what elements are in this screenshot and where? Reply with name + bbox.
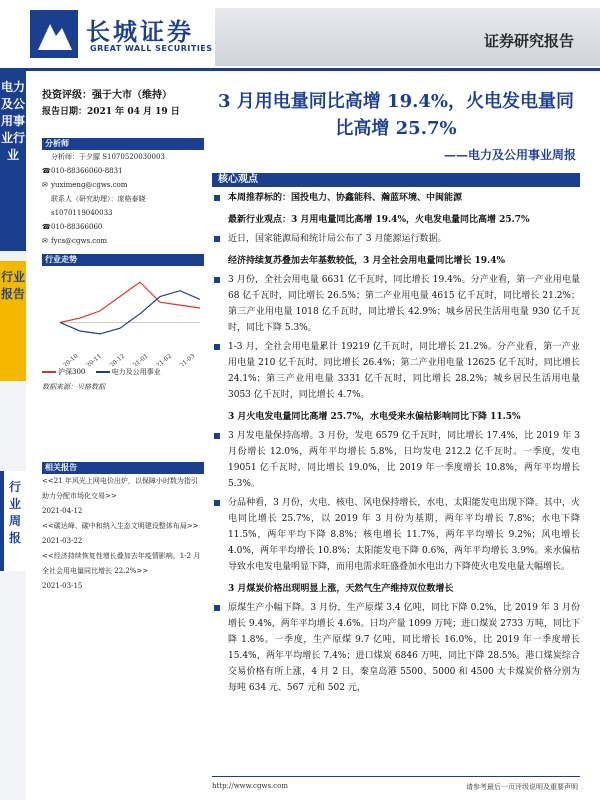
related-section-head: 相关报告 xyxy=(42,462,204,474)
vertical-sidebar xyxy=(0,71,26,800)
footer-divider xyxy=(212,776,580,777)
report-date: 报告日期：2021 年 04 月 19 日 xyxy=(42,107,180,117)
paragraph: 近日，国家能源局和统计局公布了 3 月能源运行数据。 xyxy=(212,231,580,247)
related-report-item[interactable]: 2021-03-15 xyxy=(42,582,83,590)
logo-text: 长城证券 xyxy=(86,18,194,46)
chart-legend xyxy=(42,366,204,378)
analyst-info-line xyxy=(42,178,204,192)
section-heading: 经济持续复苏叠加去年基数较低，3 月全社会用电量同比增长 19.4% xyxy=(228,256,506,266)
x-tick-label: 21-03 xyxy=(178,352,197,366)
trend-chart xyxy=(42,266,204,366)
related-report-item[interactable]: <<碳达峰、碳中和纳入生态文明建设整体布局>> 2021-03-22 xyxy=(42,522,199,545)
section-heading: 3 月火电发电量同比高增 25.7%，水电受来水偏枯影响同比下降 11.5% xyxy=(228,412,521,422)
analyst-info-line xyxy=(42,206,204,220)
analyst-info-text: s1070119040033 xyxy=(51,209,113,217)
series-line-0 xyxy=(60,282,200,322)
mail-icon: ✉ xyxy=(42,237,48,245)
related-report-item[interactable]: <<经济持续恢复性增长叠加去年疫情影响，1-2 月全社会用电量同比增长 22.2%>> xyxy=(42,552,201,575)
footer-note: 请参考最后一页评级说明及重要声明 xyxy=(466,783,578,791)
sidebar-weekly-label: 行业周报 xyxy=(0,471,26,571)
analyst-info-text: 分析师：于夕朦 S1070520030003 xyxy=(51,153,165,161)
paragraph: 1-3 月，全社会用电量累计 19219 亿千瓦时，同比增长 21.2%。分产业看，第一产业用电量 210 亿千瓦时，同比增长 26.4%；第二产业用电量 12625 亿千瓦时，同比增长 24.1%；第三产业用电量 3331 亿千瓦时，同比增长 28.2%；城乡居民生活用电量 3053 亿千瓦时，同比增长 4.7%。 xyxy=(212,339,580,403)
related-list xyxy=(42,474,204,594)
paragraph: 分品种看，3 月份，火电、核电、风电保持增长，水电、太阳能发电出现下降。其中，火电同比增长 25.7%，以 2019 年 3 月份为基期，两年平均增长 7.8%；水电下降 11.5%，两年平均下降 8.8%；核电增长 11.7%，两年平均增长 9.2%；风电增长 4.0%，两年平均增长 10.8%；太阳能发电下降 0.6%，两年平均增长 3.9%。来水偏枯导致水电发电量明显下降，而用电需求旺盛叠加水电出力下降使火电发电量大幅增长。 xyxy=(212,495,580,575)
sidebar-industry-label: 电力及公用事业行业 xyxy=(0,71,26,251)
legend-marker xyxy=(42,371,56,373)
section-heading: 3 月煤炭价格出现明显上涨，天然气生产维持双位数增长 xyxy=(228,584,454,594)
analyst-info-text: yuximeng@cgws.com xyxy=(51,181,128,189)
logo-subtext: GREAT WALL SECURITIES xyxy=(90,44,213,53)
report-type-label: 证券研究报告 xyxy=(483,32,574,50)
paragraph: 3 月份，全社会用电量 6631 亿千瓦时，同比增长 19.4%。分产业看，第一产业用电量 68 亿千瓦时，同比增长 26.5%；第二产业用电量 4615 亿千瓦时，同比增长 21.2%；第三产业用电量 1018 亿千瓦时，同比增长 42.9%；城乡居民生活用电量 930 亿千瓦时，同比下降 5.3%。 xyxy=(212,272,580,336)
analyst-info-line xyxy=(42,164,204,178)
core-view-head: 核心观点 xyxy=(212,173,580,187)
mail-icon: ✉ xyxy=(42,181,48,189)
analyst-info-line xyxy=(42,192,204,206)
chart-source: 数据来源：贝格数据 xyxy=(42,383,105,391)
analyst-info-line xyxy=(42,234,204,248)
paragraph: 原煤生产小幅下降。3 月份，生产原煤 3.4 亿吨，同比下降 0.2%，比 2019 年 3 月份增长 9.4%，两年平均增长 4.6%。日均产量 1099 万吨；进口煤炭 2733 万吨，同比下降 1.8%。一季度，生产原煤 9.7 亿吨，同比增长 16.0%，比 2019 年一季度增长 15.4%，两年平均增长 7.4%；进口煤炭 6846 万吨，同比下降 28.5%。港口煤炭综合交易价格有所上涨，4 月 2 日，秦皇岛港 5500、5000 和 4500 大卡煤炭价格分别为每吨 634 元、567 元和 502 元， xyxy=(212,600,580,696)
trend-section-head: 行业走势 xyxy=(42,254,204,266)
latest-view-heading: 最新行业观点：3 月用电量同比高增 19.4%，火电发电量同比高增 25.7% xyxy=(228,215,530,225)
legend-marker xyxy=(96,371,110,373)
x-tick-label: 20-12 xyxy=(108,352,127,366)
report-title: 3 月用电量同比高增 19.4%，火电发电量同比高增 25.7% xyxy=(218,91,574,139)
phone-icon: ☎ xyxy=(42,167,51,175)
related-reports xyxy=(42,456,204,594)
legend-item: 沪深300 xyxy=(58,368,86,376)
footer-url[interactable]: http://www.cgws.com xyxy=(212,782,289,790)
logo-icon xyxy=(30,10,78,58)
related-report-item[interactable]: 2021-04-12 xyxy=(42,507,83,515)
analyst-info-line xyxy=(42,150,204,164)
left-column xyxy=(42,88,204,394)
analyst-info-text: 010-88366060 xyxy=(51,223,103,231)
header-divider xyxy=(0,68,600,71)
related-report-item[interactable]: <<21 年风光上网电价出炉，以保障小时数为指引助力分配市场化交易>> xyxy=(42,477,198,500)
x-tick-label: 21-01 xyxy=(131,352,150,366)
main-column xyxy=(212,88,580,696)
analyst-list xyxy=(42,150,204,248)
recommend-paragraph: 本周推荐标的：国投电力、协鑫能科、瀚蓝环境、中闽能源 xyxy=(212,190,580,206)
analyst-info-text: 010-88366060-8831 xyxy=(51,167,123,175)
x-tick-label: 20-10 xyxy=(61,352,80,366)
sidebar-report-label: 行业报告 xyxy=(0,261,26,381)
analyst-info-text: 联系人（研究助理）：庞格泰晓 xyxy=(51,195,146,203)
phone-icon: ☎ xyxy=(42,223,51,231)
series-line-1 xyxy=(60,291,200,334)
legend-item: 电力及公用事业 xyxy=(111,368,161,376)
header xyxy=(0,0,600,68)
x-tick-label: 20-11 xyxy=(85,352,103,366)
analyst-section-head: 分析师 xyxy=(42,138,204,150)
analyst-info-line xyxy=(42,220,204,234)
analyst-info-text: fycs@cgws.com xyxy=(51,237,108,245)
rating: 投资评级：强于大市（维持） xyxy=(42,90,172,101)
x-tick-label: 21-02 xyxy=(155,352,173,366)
report-subtitle: ——电力及公用事业周报 xyxy=(443,148,576,162)
paragraph: 3 月发电量保持高增。3 月份，发电 6579 亿千瓦时，同比增长 17.4%，比 2019 年 3 月份增长 12.0%，两年平均增长 5.8%，日均发电 212.2 亿千瓦时。一季度，发电 19051 亿千瓦时，同比增长 19.0%，比 2019 年一季度增长 10.8%，两年平均增长 5.3%。 xyxy=(212,428,580,492)
